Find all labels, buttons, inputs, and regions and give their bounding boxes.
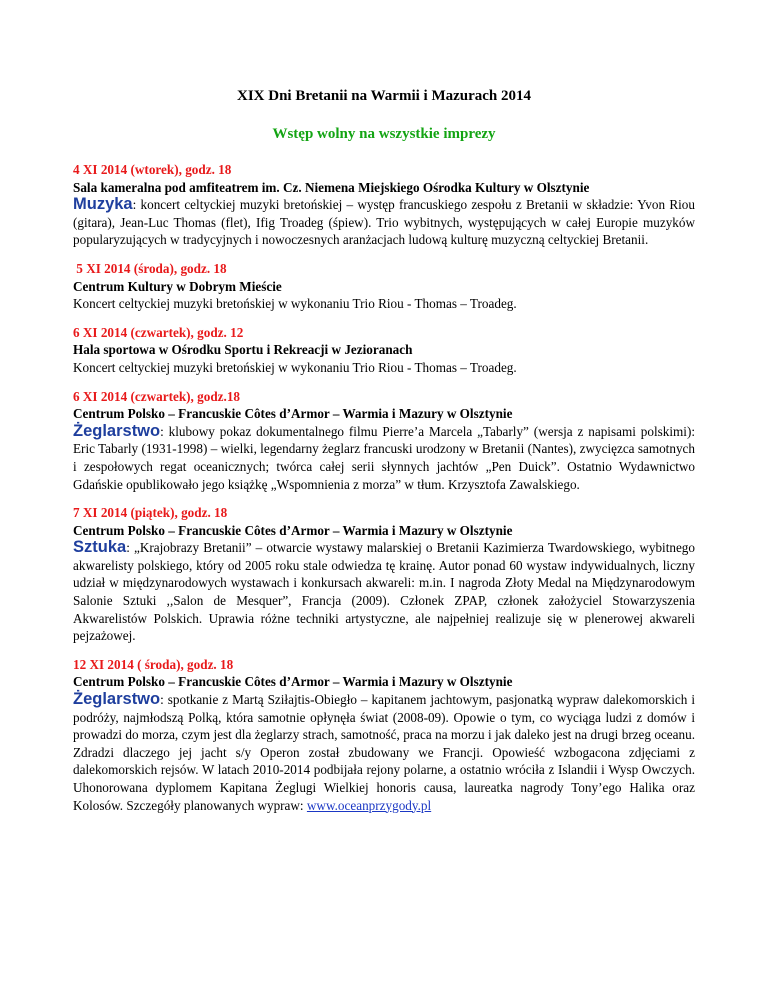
free-entry-subtitle: Wstęp wolny na wszystkie imprezy [272,126,496,142]
event-date: 5 XI 2014 (środa), godz. 18 [73,260,227,276]
event-item [73,504,695,645]
document-page [73,82,695,814]
event-item [73,260,695,313]
event-category: Żeglarstwo [73,421,161,440]
event-date: 4 XI 2014 (wtorek), godz. 18 [73,162,232,177]
event-item [73,324,695,377]
document-title: XIX Dni Bretanii na Warmii i Mazurach 2014 [236,88,532,104]
event-category: Sztuka [73,538,127,557]
event-venue: Centrum Polsko – Francuskie Côtes d’Armor – Warmia i Mazury w Olsztynie [73,522,513,538]
event-description: Koncert celtyckiej muzyki bretońskiej w wykonaniu Trio Riou - Thomas – Troadeg. [73,359,517,375]
event-venue: Centrum Kultury w Dobrym Mieście [73,278,282,294]
event-date: 6 XI 2014 (czwartek), godz.18 [73,388,241,404]
event-date: 12 XI 2014 ( środa), godz. 18 [73,656,234,672]
event-item [73,656,695,814]
event-text: : spotkanie z Martą Sziłajtis-Obiegło – kapitanem jachtowym, pasjonatką wypraw dalekomorskich i podróży, najmłodszą Polką, która samotnie opłynęła świat (2008-09). Opowie o tym, co wyciąga ludzi z domów i prowadzi do morza, czym jest dla żeglarzy strach, samotność, praca na morzu i jak daleko jest na drugi brzeg oceanu. Zdradzi dlaczego jej jacht s/y Operon został zbudowany we Francji. Opowieść wzbogacona zdjęciami z dalekomorskich rejsów. W latach 2010-2014 podbijała rejony polarne, a ostatnio wróciła z Islandii i Wysp Owczych. Uhonorowana dyplomem Kapitana Żeglugi Wielkiej honoris causa, laureatka nagrody Tony’ego Halika oraz Kolosów. Szczegóły planowanych wypraw: [73,692,695,813]
event-description [73,691,695,814]
event-item [73,388,695,494]
event-category: Muzyka [73,195,133,214]
event-text: : koncert celtyckiej muzyki bretońskiej – występ francuskiego zespołu z Bretanii w składzie: Yvon Riou (gitara), Jean-Luc Thomas (flet), Ifig Troadeg (śpiew). Trio wybitnych, występujących w całej Europie muzyków popularyzujących w tradycyjnych i nowoczesnych aranżacjach ludową kulturę muzyczną celtyckiej Bretanii. [73,197,695,248]
event-venue: Sala kameralna pod amfiteatrem im. Cz. Niemena Miejskiego Ośrodka Kultury w Olsztynie [73,179,590,195]
event-description [73,196,695,249]
event-date: 6 XI 2014 (czwartek), godz. 12 [73,324,244,340]
event-description [73,423,695,493]
event-venue: Hala sportowa w Ośrodku Sportu i Rekreacji w Jezioranach [73,342,413,358]
event-text: : klubowy pokaz dokumentalnego filmu Pierre’a Marcela „Tabarly” (wersja z napisami polskimi): Eric Tabarly (1931-1998) – wielki, legendarny żeglarz francuski urodzony w Bretanii (Nantes), zwycięzca samotnych i zespołowych regat oceanicznych; twórca całej serii słynnych jachtów „Pen Duick”. Ostatnio Wydawnictwo Gdańskie opublikowało jego książkę „Wspomnienia z morza” w tłum. Krzysztofa Zawalskiego. [73,423,695,492]
event-description [73,539,695,645]
event-description: Koncert celtyckiej muzyki bretońskiej w wykonaniu Trio Riou - Thomas – Troadeg. [73,296,517,312]
event-date: 7 XI 2014 (piątek), godz. 18 [73,505,228,521]
event-item [73,161,695,249]
event-venue: Centrum Polsko – Francuskie Côtes d’Armor – Warmia i Mazury w Olsztynie [73,674,513,690]
event-text: : „Krajobrazy Bretanii” – otwarcie wystawy malarskiej o Bretanii Kazimierza Twardowskiego, wybitnego akwarelisty polskiego, który od 2005 roku stale odwiedza tę krainę. Autor ponad 60 wystaw indywidualnych, liczny udział w międzynarodowych wystawach i konkursach akwareli: m.in. I nagroda Złoty Medal na Międzynarodowym Salonie Sztuki ,,Salon de Mesquer”, Francja (2009). Członek ZPAP, członek założyciel Stowarzyszenia Akwarelistów Polskich. Uprawia różne techniki artystyczne, ale najpełniej realizuje się w plenerowej akwareli pejzażowej. [73,540,695,644]
event-venue: Centrum Polsko – Francuskie Côtes d’Armor – Warmia i Mazury w Olsztynie [73,406,513,422]
event-category: Żeglarstwo [73,690,161,709]
website-link[interactable]: www.oceanprzygody.pl [306,797,432,813]
